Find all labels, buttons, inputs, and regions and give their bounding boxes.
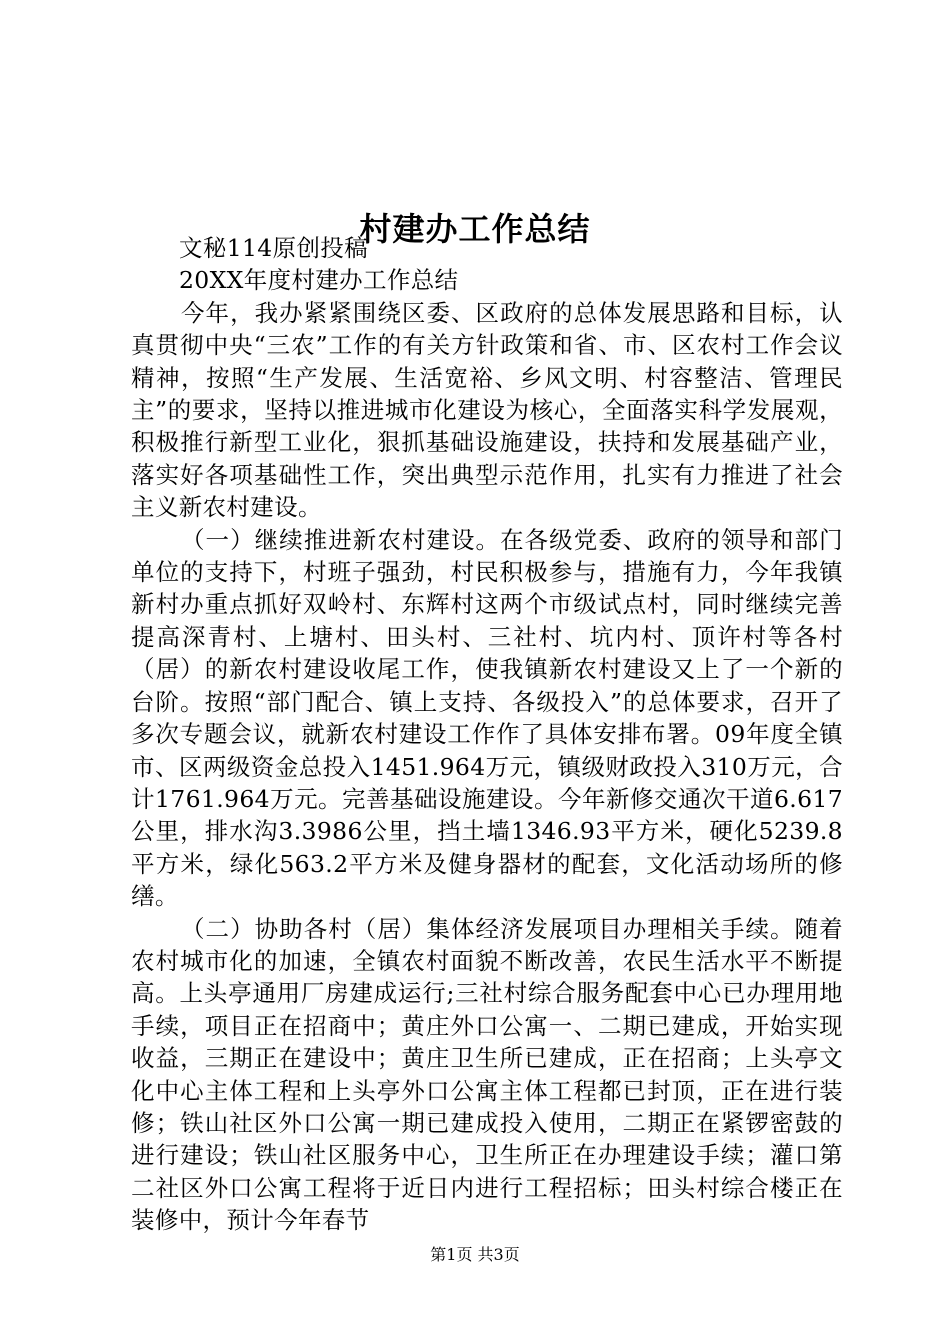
document-title: 村建办工作总结	[359, 210, 591, 249]
paragraph-section-2: （二）协助各村（居）集体经济发展项目办理相关手续。随着农村城市化的加速，全镇农村面貌不断改善，农民生活水平不断提高。上头亭通用厂房建成运行;三社村综合服务配套中心已办理用地手续，项目正在招商中；黄庄外口公寓一、二期已建成，开始实现收益，三期正在建设中；黄庄卫生所已建成，正在招商；上头亭文化中心主体工程和上头亭外口公寓主体工程都已封顶，正在进行装修；铁山社区外口公寓一期已建成投入使用，二期正在紧锣密鼓的进行建设；铁山社区服务中心，卫生所正在办理建设手续；灌口第二社区外口公寓工程将于近日内进行工程招标；田头村综合楼正在装修中，预计今年春节	[131, 914, 843, 1235]
paragraph-intro: 今年，我办紧紧围绕区委、区政府的总体发展思路和目标，认真贯彻中央“三农”工作的有关方针政策和省、市、区农村工作会议精神，按照“生产发展、生活宽裕、乡风文明、村容整洁、管理民主”的要求，坚持以推进城市化建设为核心，全面落实科学发展观，积极推行新型工业化，狠抓基础设施建设，扶持和发展基础产业，落实好各项基础性工作，突出典型示范作用，扎实有力推进了社会主义新农村建设。	[131, 298, 843, 522]
source-line: 文秘114原创投稿	[179, 234, 369, 262]
paragraph-section-1: （一）继续推进新农村建设。在各级党委、政府的领导和部门单位的支持下，村班子强劲，村民积极参与，措施有力，今年我镇新村办重点抓好双岭村、东辉村这两个市级试点村，同时继续完善提高深青村、上塘村、田头村、三社村、坑内村、顶许村等各村（居）的新农村建设收尾工作，使我镇新农村建设又上了一个新的台阶。按照“部门配合、镇上支持、各级投入”的总体要求，召开了多次专题会议，就新农村建设工作作了具体安排布署。09年度全镇市、区两级资金总投入1451.964万元，镇级财政投入310万元，合计1761.964万元。完善基础设施建设。今年新修交通次干道6.617公里，排水沟3.3986公里，挡土墙1346.93平方米，硬化5239.8平方米，绿化563.2平方米及健身器材的配套，文化活动场所的修缮。	[131, 525, 843, 911]
document-subtitle: 20XX年度村建办工作总结	[179, 266, 459, 295]
document-body	[131, 232, 843, 1237]
page-footer: 第1页 共3页	[430, 1245, 520, 1264]
